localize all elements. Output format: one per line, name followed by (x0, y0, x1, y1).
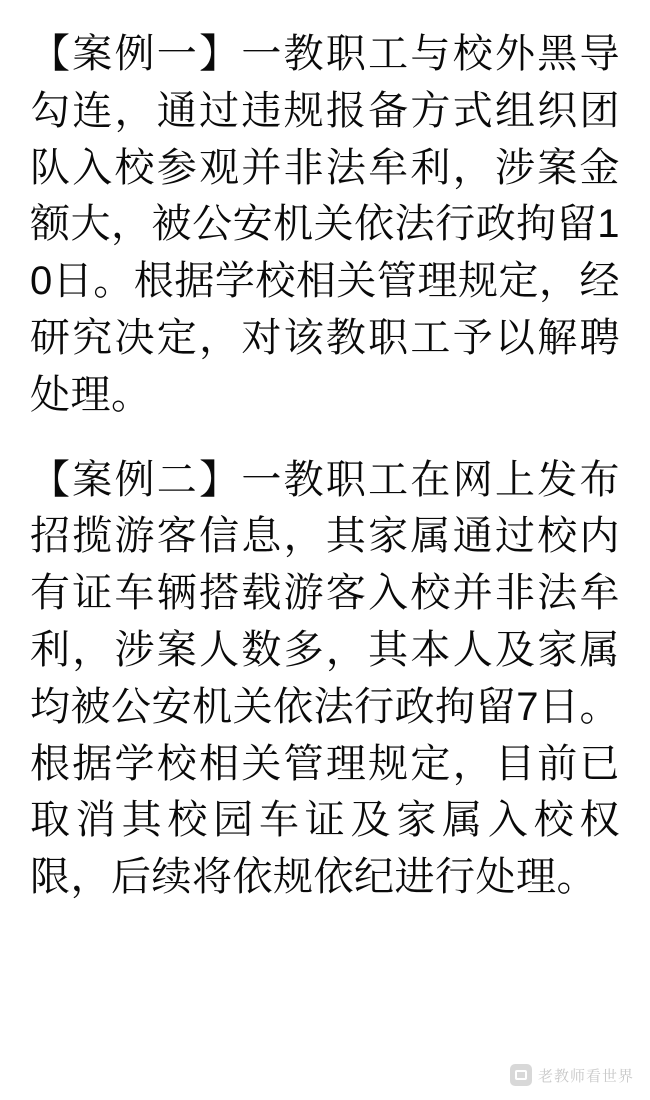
watermark (510, 1064, 634, 1086)
case-two-paragraph: 【案例二】一教职工在网上发布招揽游客信息，其家属通过校内有证车辆搭载游客入校并非法牟利，涉案人数多，其本人及家属均被公安机关依法行政拘留7日。根据学校相关管理规定，目前已取消其校园车证及家属入校权限，后续将依规依纪进行处理。 (30, 457, 620, 900)
watermark-label: 老教师看世界 (537, 1067, 634, 1085)
app-badge-icon (510, 1064, 532, 1086)
case-one-paragraph: 【案例一】一教职工与校外黑导勾连，通过违规报备方式组织团队入校参观并非法牟利，涉案金额大，被公安机关依法行政拘留10日。根据学校相关管理规定，经研究决定，对该教职工予以解聘处理。 (30, 32, 620, 417)
